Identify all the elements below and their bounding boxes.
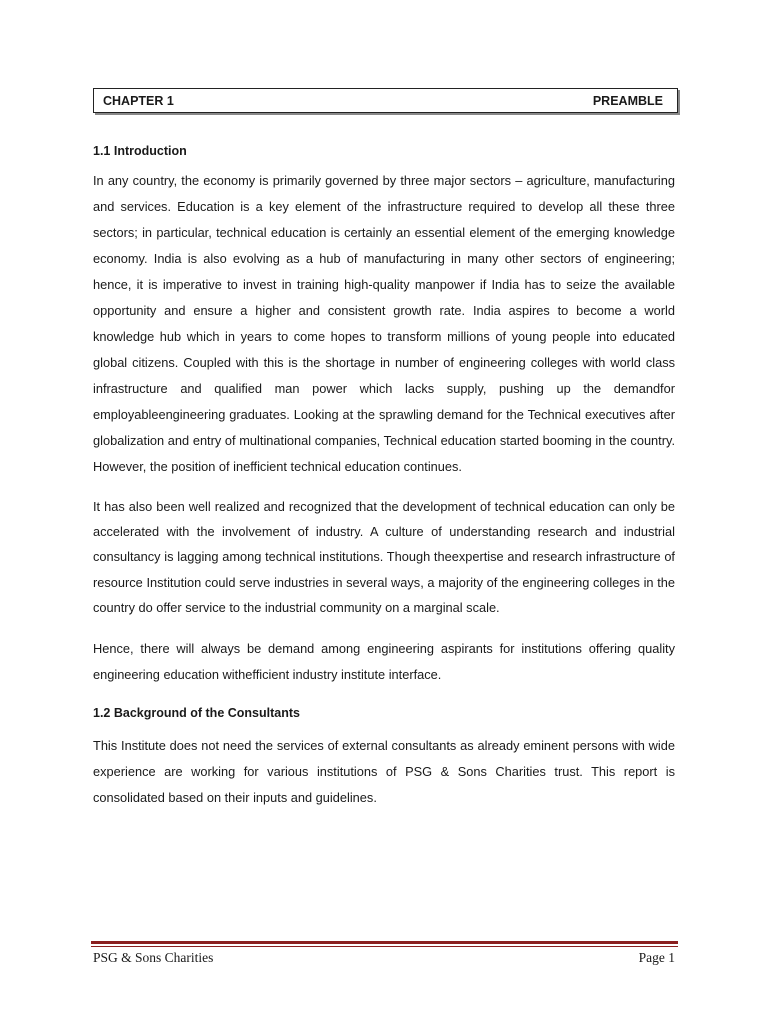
introduction-paragraph-1: In any country, the economy is primarily governed by three major sectors – agriculture, manufacturing and services. Education is a key element of the infrastructure required to develop all these three sectors; in particular, technical education is certainly an essential element of the emerging knowledge economy. India is also evolving as a hub of manufacturing in many other sectors of engineering; hence, it is imperative to invest in training high-quality manpower if India has to seize the available opportunity and ensure a higher and consistent growth rate. India aspires to become a world knowledge hub which in years to come hopes to transform millions of young people into educated global citizens. Coupled with this is the shortage in number of engineering colleges with world class infrastructure and qualified man power which lacks supply, pushing up the demandfor employableengineering graduates. Looking at the sprawling demand for the Technical executives after globalization and entry of multinational companies, Technical education started booming in the country. However, the position of inefficient technical education continues.	[93, 173, 675, 474]
introduction-heading: 1.1 Introduction	[93, 144, 187, 158]
introduction-paragraph-2: It has also been well realized and recognized that the development of technical education can only be accelerated with the involvement of industry. A culture of understanding research and industrial consultancy is lagging among technical institutions. Though theexpertise and research infrastructure of resource Institution could serve industries in several ways, a majority of the engineering colleges in the country do offer service to the industrial community on a marginal scale.	[93, 499, 675, 615]
page-number: Page 1	[638, 950, 675, 965]
background-heading: 1.2 Background of the Consultants	[93, 706, 300, 721]
document-body	[93, 141, 675, 811]
chapter-header-box	[93, 88, 678, 113]
footer-divider-thin	[91, 946, 678, 947]
introduction-paragraph-3: Hence, there will always be demand among engineering aspirants for institutions offering quality engineering education withefficient industry institute interface.	[93, 641, 675, 683]
section-label: PREAMBLE	[592, 93, 663, 108]
footer-divider-thick	[91, 941, 678, 944]
footer-organization: PSG & Sons Charities	[93, 950, 214, 965]
chapter-label: CHAPTER 1	[103, 93, 174, 108]
background-paragraph-1: This Institute does not need the services of external consultants as already eminent persons with wide experience are working for various institutions of PSG & Sons Charities trust. This report is consolidated based on their inputs and guidelines.	[93, 738, 675, 806]
page-footer	[93, 949, 675, 967]
